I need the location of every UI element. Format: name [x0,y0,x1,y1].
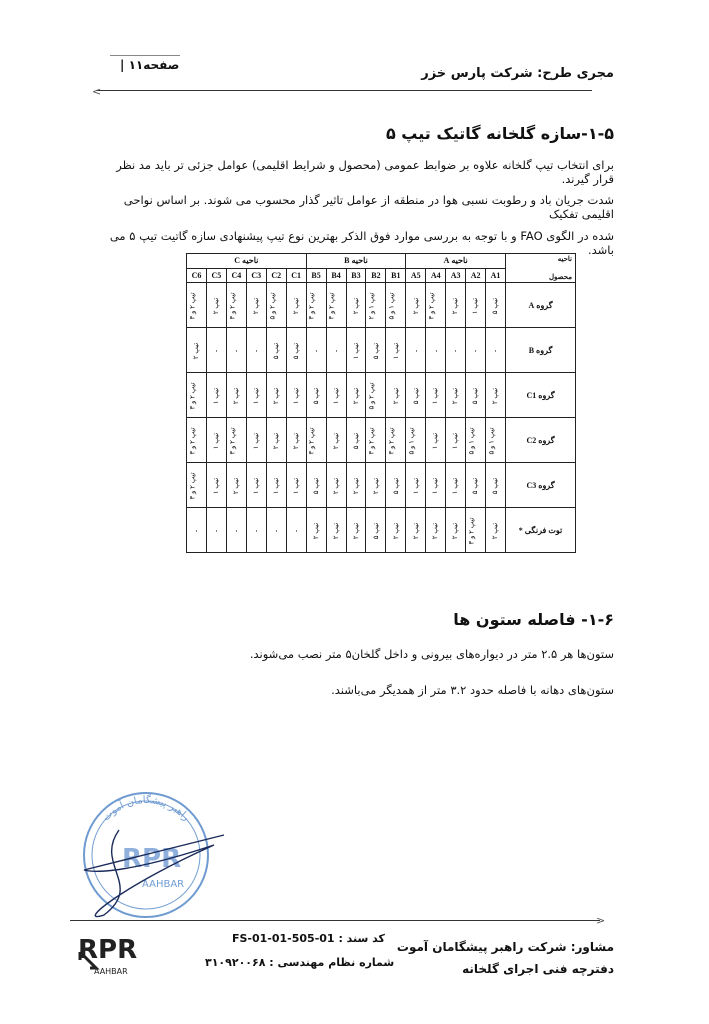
cell-greenhouse-type: تیپ ۲ [252,297,261,314]
cell-greenhouse-type: تیپ ۱ [252,387,261,404]
cell-greenhouse-type: تیپ ۲ [232,477,241,494]
cell-greenhouse-type: تیپ ۲ و ۳ [467,516,476,545]
cell-greenhouse-type: - [212,349,221,352]
cell-greenhouse-type: تیپ ۲ [192,342,201,359]
cell-greenhouse-type: تیپ ۲ [272,432,281,449]
doc-code-label: کد سند : [338,932,385,945]
cell-greenhouse-type: تیپ ۲ و ۳ [308,426,317,455]
table-cell [486,463,506,508]
table-cell [266,283,286,328]
cell-greenhouse-type: - [491,349,500,352]
table-cell [406,328,426,373]
executor-name: شرکت پارس خزر [421,66,533,81]
table-cell [486,373,506,418]
cell-greenhouse-type: تیپ ۲ و ۳ [188,291,197,320]
cell-greenhouse-type: تیپ ۲ [332,432,341,449]
table-cell [206,283,226,328]
table-cell [486,508,506,553]
table-cell [306,463,326,508]
table-cell [246,508,266,553]
product-header-label: محصول [548,273,572,281]
table-cell [306,508,326,553]
table-cell [286,373,306,418]
executor-label: مجری طرح: [537,66,614,81]
table-cell [266,418,286,463]
cell-greenhouse-type: تیپ ۱ [252,477,261,494]
zone-header-label: ناحیه [557,255,572,263]
cell-greenhouse-type: تیپ ۲ [272,387,281,404]
table-cell [426,418,446,463]
table-cell [206,418,226,463]
cell-greenhouse-type: تیپ ۲ [391,387,400,404]
table-row [187,508,576,553]
cell-greenhouse-type: تیپ ۵ [471,387,480,404]
table-cell [266,328,286,373]
zone-code-header: A1 [486,268,506,283]
cell-greenhouse-type: تیپ ۱ [252,432,261,449]
cell-greenhouse-type: تیپ ۱ و ۵ [487,426,496,455]
zone-code-header: B3 [346,268,366,283]
cell-greenhouse-type: تیپ ۲ [411,522,420,539]
zone-code-header: A4 [426,268,446,283]
table-cell [206,373,226,418]
zone-code-header: C5 [206,268,226,283]
cell-greenhouse-type: - [272,529,281,532]
page-number: صفحه۱۱ | [120,58,180,72]
table-row [187,463,576,508]
cell-greenhouse-type: تیپ ۲ [451,522,460,539]
cell-greenhouse-type: تیپ ۵ [411,387,420,404]
cell-greenhouse-type: - [212,529,221,532]
svg-text:RPR: RPR [122,844,182,874]
zone-b-header: ناحیه B [306,254,406,269]
company-logo [76,930,140,976]
table-cell [326,328,346,373]
cell-greenhouse-type: تیپ ۱ [212,477,221,494]
table-cell [406,418,426,463]
table-cell [187,418,207,463]
greenhouse-type-table [186,253,576,553]
zone-code-header: A5 [406,268,426,283]
table-cell [326,373,346,418]
table-cell [406,463,426,508]
cell-greenhouse-type: تیپ ۵ [391,477,400,494]
cell-greenhouse-type: تیپ ۲ و ۳ [188,426,197,455]
product-group-label: گروه B [506,328,576,373]
table-cell [346,418,366,463]
cell-greenhouse-type: تیپ ۲ [332,477,341,494]
cell-greenhouse-type: - [192,529,201,532]
product-group-label: توت فرنگی * [506,508,576,553]
table-cell [366,373,386,418]
table-cell [426,463,446,508]
stamp-arc-text: راهبر پیشگامان آموت [100,794,192,824]
svg-text:راهبر پیشگامان آموت [101,794,192,823]
table-cell [226,508,246,553]
cell-greenhouse-type: - [232,529,241,532]
zone-code-header: C4 [226,268,246,283]
table-cell [486,328,506,373]
table-cell [286,508,306,553]
cell-greenhouse-type: تیپ ۱ [431,432,440,449]
table-cell [326,418,346,463]
table-cell [466,328,486,373]
cell-greenhouse-type: تیپ ۱ [212,387,221,404]
table-cell [346,373,366,418]
company-stamp [64,775,234,925]
footer-divider [70,920,600,921]
cell-greenhouse-type: تیپ ۲ [491,387,500,404]
cell-greenhouse-type: - [332,349,341,352]
table-cell [446,328,466,373]
cell-greenhouse-type: تیپ ۱ [292,387,301,404]
paragraph-line: شده در الگوی FAO و با توجه به بررسی موارد فوق الذکر بهترین نوع تیپ پیشنهادی سازه گاتیت تیپ ۵ می باشد. [109,229,614,257]
cell-greenhouse-type: تیپ ۲ [351,297,360,314]
table-cell [286,463,306,508]
table-cell [386,373,406,418]
arrow-right-icon: > [596,914,606,927]
cell-greenhouse-type: تیپ ۱ [332,387,341,404]
cell-greenhouse-type: تیپ ۲ [491,522,500,539]
cell-greenhouse-type: تیپ ۱ [431,387,440,404]
table-cell [286,328,306,373]
cell-greenhouse-type: تیپ ۱ و ۲ [367,291,376,320]
table-cell [246,463,266,508]
table-cell [346,328,366,373]
product-group-label: گروه C1 [506,373,576,418]
cell-greenhouse-type: تیپ ۲ [312,522,321,539]
table-cell [206,463,226,508]
table-cell [246,373,266,418]
cell-greenhouse-type: تیپ ۵ [312,477,321,494]
table-row [187,418,576,463]
eng-no-value: ۳۱۰۹۲۰۰۶۸ [205,956,266,969]
cell-greenhouse-type: تیپ ۲ و ۳ [367,426,376,455]
arrow-left-icon: < [92,85,102,98]
zone-a-header: ناحیه A [406,254,506,269]
document-code [232,932,385,945]
table-cell [466,373,486,418]
svg-text:RPR: RPR [78,935,138,965]
table-cell [246,328,266,373]
column-spacing-line: ستون‌های دهانه با فاصله حدود ۳.۲ متر از همدیگر می‌باشند. [331,683,614,697]
cell-greenhouse-type: تیپ ۱ [212,432,221,449]
table-cell [206,328,226,373]
cell-greenhouse-type: تیپ ۱ [411,477,420,494]
table-cell [226,373,246,418]
cell-greenhouse-type: تیپ ۲ [292,297,301,314]
table-cell [366,328,386,373]
cell-greenhouse-type: تیپ ۱ و ۵ [387,291,396,320]
cell-greenhouse-type: تیپ ۱ [391,342,400,359]
zone-code-header: A3 [446,268,466,283]
table-cell [486,283,506,328]
table-cell [246,418,266,463]
cell-greenhouse-type: تیپ ۲ و ۳ [188,471,197,500]
table-cell [346,463,366,508]
cell-greenhouse-type: - [252,349,261,352]
cell-greenhouse-type: تیپ ۵ [292,342,301,359]
table-row [187,283,576,328]
cell-greenhouse-type: - [451,349,460,352]
zone-c-header: ناحیه C [187,254,307,269]
cell-greenhouse-type: تیپ ۱ [451,432,460,449]
cell-greenhouse-type: تیپ ۲ [292,432,301,449]
table-cell [226,328,246,373]
cell-greenhouse-type: تیپ ۲ و ۳ [228,291,237,320]
table-cell [346,508,366,553]
cell-greenhouse-type: تیپ ۱ [292,477,301,494]
eng-no-label: شماره نظام مهندسی : [269,956,395,969]
cell-greenhouse-type: - [431,349,440,352]
section-title-gothic-greenhouse: ۱-۵-سازه گلخانه گاتیک تیپ ۵ [385,124,614,143]
cell-greenhouse-type: تیپ ۵ [351,432,360,449]
zone-code-header: C2 [266,268,286,283]
product-group-label: گروه C2 [506,418,576,463]
table-cell [426,328,446,373]
table-cell [226,418,246,463]
zone-code-header: B1 [386,268,406,283]
consultant-name: مشاور: شرکت راهبر پیشگامان آموت [396,940,614,954]
cell-greenhouse-type: تیپ ۲ و ۵ [268,291,277,320]
table-cell [306,328,326,373]
cell-greenhouse-type: تیپ ۱ و ۵ [407,426,416,455]
cell-greenhouse-type: تیپ ۲ و ۳ [427,291,436,320]
booklet-title: دفترچه فنی اجرای گلخانه [462,962,614,976]
zone-code-header: A2 [466,268,486,283]
cell-greenhouse-type: تیپ ۲ [411,297,420,314]
cell-greenhouse-type: تیپ ۲ [451,387,460,404]
table-cell [346,283,366,328]
cell-greenhouse-type: تیپ ۱ [272,477,281,494]
cell-greenhouse-type: تیپ ۵ [491,297,500,314]
table-cell [366,508,386,553]
cell-greenhouse-type: تیپ ۱ و ۵ [467,426,476,455]
table-cell [266,508,286,553]
logo-subtext: AAHBAR [94,967,128,976]
cell-greenhouse-type: - [312,349,321,352]
table-cell [226,463,246,508]
cell-greenhouse-type: - [232,349,241,352]
table-cell [386,463,406,508]
zone-code-header: C1 [286,268,306,283]
zone-code-header: C6 [187,268,207,283]
cell-greenhouse-type: تیپ ۲ [351,387,360,404]
table-cell [187,373,207,418]
cell-greenhouse-type: تیپ ۲ و ۳ [188,381,197,410]
cell-greenhouse-type: تیپ ۲ [371,477,380,494]
table-cell [386,283,406,328]
product-group-label: گروه C3 [506,463,576,508]
table-cell [466,463,486,508]
table-cell [306,418,326,463]
cell-greenhouse-type: تیپ ۲ [391,522,400,539]
cell-greenhouse-type: تیپ ۲ [351,522,360,539]
cell-greenhouse-type: تیپ ۲ و ۳ [228,426,237,455]
header-top-rule [110,55,180,56]
table-cell [326,508,346,553]
table-cell [426,373,446,418]
table-cell [206,508,226,553]
cell-greenhouse-type: تیپ ۲ [332,522,341,539]
column-spacing-line: ستون‌ها هر ۲.۵ متر در دیواره‌های بیرونی و داخل گلخان۵ متر نصب می‌شوند. [249,647,614,661]
cell-greenhouse-type: تیپ ۲ و ۳ [327,291,336,320]
cell-greenhouse-type: تیپ ۱ [451,477,460,494]
table-cell [246,283,266,328]
table-cell [446,508,466,553]
cell-greenhouse-type: تیپ ۵ [371,522,380,539]
project-executor [421,66,614,81]
cell-greenhouse-type: تیپ ۲ [232,387,241,404]
table-cell [426,283,446,328]
table-cell [406,373,426,418]
cell-greenhouse-type: تیپ ۱ [431,477,440,494]
table-cell [266,463,286,508]
table-cell [386,508,406,553]
cell-greenhouse-type: تیپ ۵ [371,342,380,359]
table-cell [446,283,466,328]
table-cell [286,283,306,328]
table-cell [187,283,207,328]
zone-code-header: C3 [246,268,266,283]
table-cell [466,508,486,553]
zone-code-header: B2 [366,268,386,283]
zone-code-header: B4 [326,268,346,283]
table-cell [326,283,346,328]
table-cell [406,283,426,328]
cell-greenhouse-type: - [411,349,420,352]
table-cell [426,508,446,553]
cell-greenhouse-type: تیپ ۱ [351,342,360,359]
table-cell [446,373,466,418]
cell-greenhouse-type: تیپ ۵ [272,342,281,359]
product-group-label: گروه A [506,283,576,328]
table-cell [187,508,207,553]
paragraph-line: برای انتخاب تیپ گلخانه علاوه بر ضوابط عمومی (محصول و شرایط اقلیمی) عوامل جزئی تر باید مد نظر قرار گیرند. [116,158,614,186]
cell-greenhouse-type: - [252,529,261,532]
table-cell [266,373,286,418]
table-cell [306,373,326,418]
cell-greenhouse-type: تیپ ۲ و ۳ [308,291,317,320]
cell-greenhouse-type: تیپ ۵ [491,477,500,494]
cell-greenhouse-type: تیپ ۲ [431,522,440,539]
section-title-column-spacing: ۱-۶- فاصله ستون ها [453,610,614,629]
table-cell [446,418,466,463]
engineering-number [205,956,394,969]
cell-greenhouse-type: تیپ ۲ و ۵ [367,381,376,410]
table-cell [446,463,466,508]
zone-code-header: B5 [306,268,326,283]
table-cell [486,418,506,463]
table-cell [466,283,486,328]
cell-greenhouse-type: تیپ ۱ [471,297,480,314]
header-divider [96,90,592,91]
cell-greenhouse-type: تیپ ۲ و ۳ [387,426,396,455]
table-cell [187,328,207,373]
table-cell [406,508,426,553]
table-cell [286,418,306,463]
table-row [187,373,576,418]
table-corner-header [506,254,576,283]
paragraph-line: شدت جریان باد و رطوبت نسبی هوا در منطقه از عوامل تاثیر گذار محسوب می شوند. بر اساس نواحی اقلیمی تفکیک [123,193,614,221]
stamp-brand: AAHBAR [142,879,185,890]
cell-greenhouse-type: تیپ ۲ [451,297,460,314]
cell-greenhouse-type: - [471,349,480,352]
cell-greenhouse-type: تیپ ۵ [471,477,480,494]
table-cell [326,463,346,508]
cell-greenhouse-type: تیپ ۲ [212,297,221,314]
table-row [187,328,576,373]
table-cell [366,463,386,508]
cell-greenhouse-type: تیپ ۵ [312,387,321,404]
doc-code-value: FS-01-01-505-01 [232,932,335,945]
table-cell [386,328,406,373]
cell-greenhouse-type: - [292,529,301,532]
cell-greenhouse-type: تیپ ۲ [351,477,360,494]
table-cell [226,283,246,328]
table-cell [187,463,207,508]
